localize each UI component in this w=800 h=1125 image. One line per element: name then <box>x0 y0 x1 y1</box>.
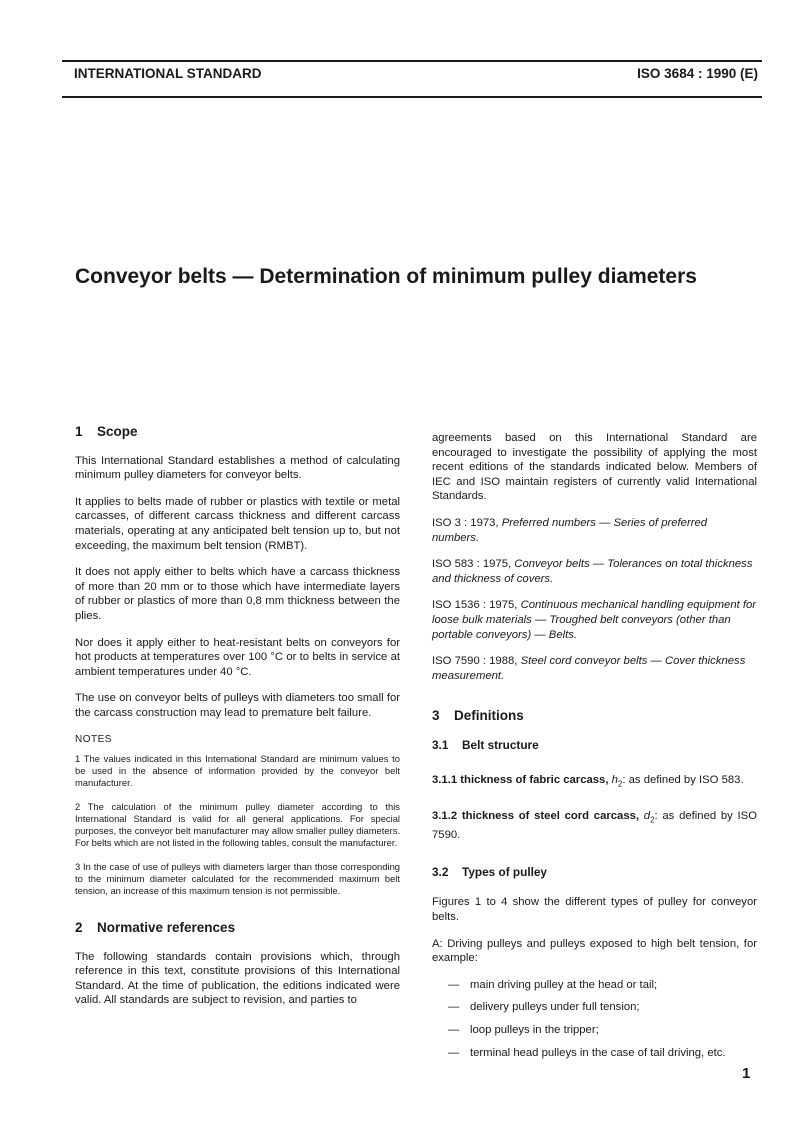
section-3-2-title: Types of pulley <box>462 864 547 879</box>
list-item-text: delivery pulleys under full tension; <box>470 1001 640 1014</box>
reference-code: ISO 1536 : 1975, <box>432 599 521 612</box>
note-3: 3 In the case of use of pulleys with diameters larger than those corresponding to the minimum diameter calculated for the recommended maximum belt tension, an increase of this maximum tension is not permissible. <box>75 861 400 897</box>
normative-paragraph-1-continued: agreements based on this International Standard are encouraged to investigate the possibility of applying the most recent editions of the standards indicated below. Members of IEC and ISO maintain registers of currently valid International Standards. <box>432 432 757 503</box>
pulley-type-a <box>432 937 757 966</box>
section-3-2-heading <box>432 865 757 880</box>
page-number: 1 <box>742 1065 751 1082</box>
definition-3-1-2 <box>432 809 757 842</box>
page-header <box>74 66 758 86</box>
header-doc-number: ISO 3684 : 1990 (E) <box>637 66 758 81</box>
section-3-1-heading <box>432 738 757 753</box>
list-dash: — <box>448 1046 460 1059</box>
list-item <box>432 1000 757 1015</box>
header-rule <box>62 96 762 98</box>
scope-paragraph-2: It applies to belts made of rubber or plastics with textile or metal carcasses, of different carcass thickness and different carcass materials, operating at any anticipated belt tension up to, but not exceeding, the maximum belt tension (RMBT). <box>75 495 400 552</box>
scope-paragraph-1: This International Standard establishes a method of calculating minimum pulley diameters for conveyor belts. <box>75 454 400 482</box>
pulley-types-intro: Figures 1 to 4 show the different types of pulley for conveyor belts. <box>432 896 757 923</box>
right-column <box>432 431 757 1068</box>
definition-number: 3.1.2 <box>432 810 458 823</box>
definition-number: 3.1.1 <box>432 773 458 786</box>
section-3-1-number: 3.1 <box>432 737 449 752</box>
pulley-type-a-text: Driving pulleys and pulleys exposed to high belt tension, for example: <box>432 937 757 965</box>
note-1: 1 The values indicated in this International Standard are minimum values to be used in the absence of information provided by the conveyor belt manufacturer. <box>75 753 400 789</box>
list-item-text: terminal head pulleys in the case of tail driving, etc. <box>470 1046 726 1059</box>
normative-paragraph-1: The following standards contain provisions which, through reference in this text, constitute provisions of this International Standard. At the time of publication, the editions indicated were valid. All standards are subject to revision, and parties to <box>75 950 400 1007</box>
section-3-1-title: Belt structure <box>462 737 539 752</box>
reference-code: ISO 7590 : 1988, <box>432 655 521 668</box>
list-dash: — <box>448 1023 460 1036</box>
definition-symbol: h <box>611 773 618 786</box>
reference-iso-3 <box>432 516 757 545</box>
scope-paragraph-4: Nor does it apply either to heat-resistant belts on conveyors for hot products at temperatures over 100 °C or to belts in service at ambient temperatures under 40 °C. <box>75 636 400 678</box>
definition-term: thickness of fabric carcass, <box>460 773 609 786</box>
scope-paragraph-5: The use on conveyor belts of pulleys with diameters too small for the carcass construction may lead to premature belt failure. <box>75 692 400 719</box>
list-item <box>432 978 757 993</box>
section-1-heading <box>75 425 400 440</box>
reference-title: Preferred numbers — Series of preferred numbers. <box>432 516 708 544</box>
section-3-title: Definitions <box>454 708 524 724</box>
section-2-heading <box>75 921 400 936</box>
section-2-title: Normative references <box>97 920 236 936</box>
definition-symbol-subscript: 2 <box>617 778 623 788</box>
note-2: 2 The calculation of the minimum pulley diameter according to this International Standard is valid for all general applications. For special purposes, the conveyor belt manufacturer may allow smaller pulley diameters. For belts which are not listed in the following tables, consult the manufacturer. <box>75 801 400 849</box>
scope-paragraph-3: It does not apply either to belts which have a carcass thickness of more than 20 mm or to those which have intermediate layers of rubber or plastics of more than 0,8 mm thickness between the plies. <box>75 566 400 622</box>
pulley-type-a-label: A: <box>432 937 443 950</box>
top-rule <box>62 60 762 62</box>
document-title: Conveyor belts — Determination of minimum pulley diameters <box>75 265 697 288</box>
reference-title: Steel cord conveyor belts — Cover thickness measurement. <box>432 655 746 682</box>
section-1-number: 1 <box>75 424 83 439</box>
reference-title: Continuous mechanical handling equipment for loose bulk materials — Troughed belt conveyors (other than portable conveyors) — Belts. <box>432 599 757 641</box>
list-item-text: main driving pulley at the head or tail; <box>470 978 658 991</box>
left-column <box>75 425 400 1020</box>
section-3-2-number: 3.2 <box>432 864 449 879</box>
header-doc-type: INTERNATIONAL STANDARD <box>74 66 262 81</box>
section-2-number: 2 <box>75 920 83 936</box>
section-3-heading <box>432 709 757 724</box>
list-item-text: loop pulleys in the tripper; <box>470 1023 599 1036</box>
reference-iso-7590 <box>432 654 757 683</box>
reference-title: Conveyor belts — Tolerances on total thickness and thickness of covers. <box>432 558 753 585</box>
definition-symbol: d <box>643 810 651 823</box>
definition-symbol-subscript: 2 <box>650 815 655 825</box>
pulley-examples-list <box>432 978 757 1060</box>
notes-heading: NOTES <box>75 733 112 745</box>
definition-text: : as defined by ISO 7590. <box>432 810 757 842</box>
definition-3-1-1 <box>432 773 757 792</box>
definition-term: thickness of steel cord carcass, <box>461 810 640 823</box>
list-dash: — <box>448 1001 460 1014</box>
reference-code: ISO 3 : 1973, <box>432 516 502 529</box>
section-1-title: Scope <box>97 424 138 439</box>
reference-code: ISO 583 : 1975, <box>432 558 515 571</box>
list-item <box>432 1046 757 1061</box>
list-dash: — <box>448 978 460 991</box>
section-3-number: 3 <box>432 708 440 724</box>
definition-text: : as defined by ISO 583. <box>622 773 744 786</box>
reference-iso-583 <box>432 557 757 586</box>
list-item <box>432 1023 757 1038</box>
reference-iso-1536 <box>432 598 757 642</box>
